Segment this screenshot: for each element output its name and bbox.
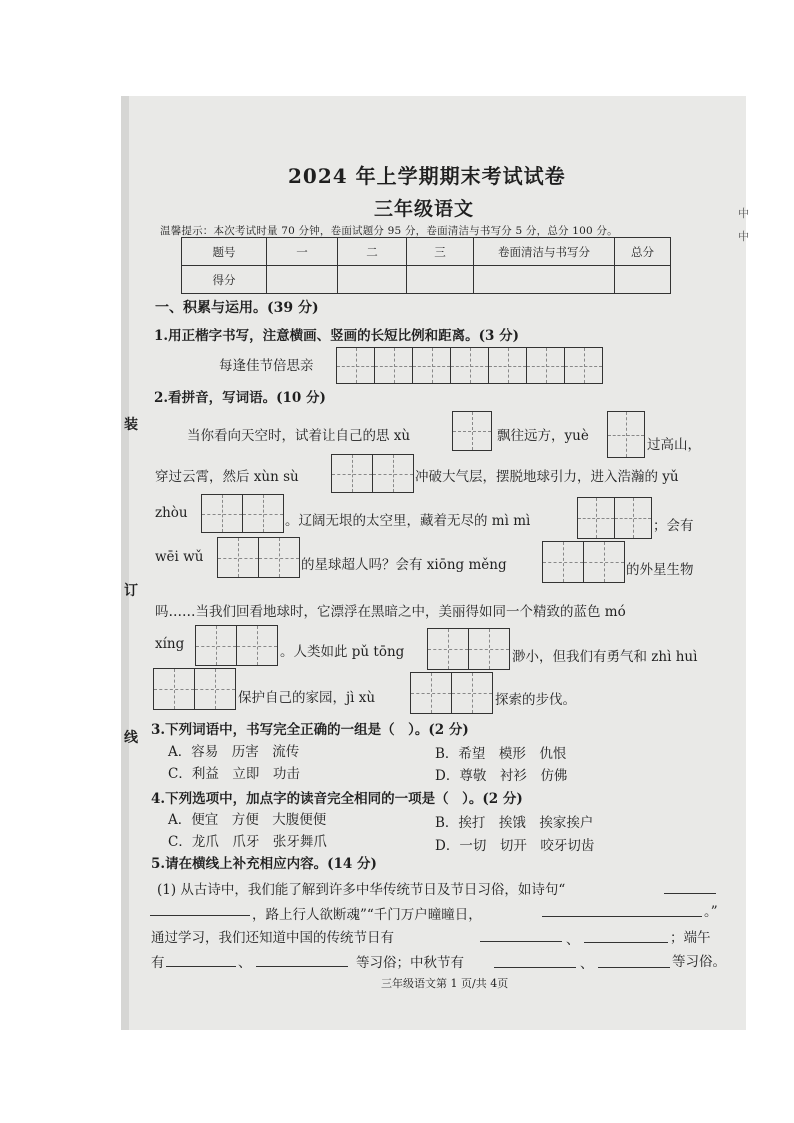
- section-title: 一、积累与运用。(39 分): [155, 300, 319, 316]
- q2-text: 飘往远方，yuè: [497, 428, 589, 444]
- exam-title: 2024 年上学期期末考试试卷: [288, 164, 566, 188]
- q5-text: 、: [580, 956, 594, 972]
- q5-text: 等习俗；中秋节有: [356, 955, 464, 971]
- score-header-cell: 二: [338, 238, 407, 266]
- grid-cell[interactable]: [565, 348, 602, 383]
- score-input-cell[interactable]: [615, 266, 671, 294]
- score-header-cell: 卷面清洁与书写分: [474, 238, 615, 266]
- pinyin-answer-grid[interactable]: [542, 541, 625, 583]
- binding-strip: [121, 96, 129, 1030]
- q2-text: 的外星生物: [626, 562, 694, 578]
- q4-option-c[interactable]: C．龙爪 爪牙 张牙舞爪: [168, 834, 327, 850]
- grid-cell[interactable]: [337, 348, 375, 383]
- q2-text: 保护自己的家园，jì xù: [238, 690, 376, 706]
- answer-blank[interactable]: [584, 942, 668, 943]
- pinyin-answer-grid[interactable]: [331, 454, 414, 493]
- pinyin-answer-grid[interactable]: [410, 672, 493, 714]
- grid-cell[interactable]: [218, 538, 259, 577]
- q4-title: 4.下列选项中，加点字的读音完全相同的一项是（ ）。(2 分): [151, 791, 523, 807]
- edge-char: 中: [738, 230, 749, 243]
- q2-text: wēi wǔ: [155, 549, 204, 565]
- score-input-cell[interactable]: [338, 266, 407, 294]
- grid-cell[interactable]: [373, 455, 413, 492]
- q5-text: 等习俗。: [672, 954, 726, 970]
- grid-cell[interactable]: [615, 498, 651, 538]
- answer-blank[interactable]: [494, 967, 576, 968]
- exam-subtitle: 三年级语文: [374, 198, 475, 220]
- pinyin-answer-grid[interactable]: [452, 411, 492, 451]
- q5-text: 。”: [704, 904, 718, 920]
- q3-option-b[interactable]: B．希望 模形 仇恨: [435, 746, 567, 762]
- answer-blank[interactable]: [480, 941, 562, 942]
- grid-cell[interactable]: [608, 412, 644, 457]
- answer-blank[interactable]: [598, 967, 670, 968]
- answer-blank[interactable]: [664, 893, 716, 894]
- grid-cell[interactable]: [451, 348, 489, 383]
- grid-cell[interactable]: [527, 348, 565, 383]
- score-header-cell: 题号: [182, 238, 267, 266]
- q3-title: 3.下列词语中，书写完全正确的一组是（ ）。(2 分): [151, 722, 469, 738]
- grid-cell[interactable]: [584, 542, 624, 582]
- pinyin-answer-grid[interactable]: [577, 497, 652, 539]
- grid-cell[interactable]: [543, 542, 584, 582]
- score-header-cell: 一: [267, 238, 338, 266]
- q2-text: xíng: [155, 636, 185, 652]
- q2-text: 。人类如此 pǔ tōng: [280, 644, 405, 660]
- binding-char-xian: 线: [124, 730, 138, 746]
- q4-option-a[interactable]: A．便宜 方便 大腹便便: [168, 812, 327, 828]
- q2-text: zhòu: [155, 505, 188, 521]
- q2-text: 当你看向天空时，试着让自己的思 xù: [187, 428, 411, 444]
- q5-text: (1) 从古诗中，我们能了解到许多中华传统节日及节日习俗，如诗句“: [157, 882, 566, 898]
- grid-cell[interactable]: [154, 669, 195, 709]
- binding-char-zhuang: 装: [124, 417, 138, 433]
- pinyin-answer-grid[interactable]: [217, 537, 300, 578]
- q2-text: 渺小，但我们有勇气和 zhì huì: [512, 649, 698, 665]
- pinyin-answer-grid[interactable]: [607, 411, 645, 458]
- score-header-cell: 总分: [615, 238, 671, 266]
- q5-text: 有: [151, 955, 165, 971]
- answer-blank[interactable]: [150, 915, 250, 916]
- grid-cell[interactable]: [259, 538, 299, 577]
- edge-char: 中: [738, 207, 749, 220]
- page-footer: 三年级语文第 1 页/共 4页: [381, 977, 509, 990]
- q2-text: 穿过云霄，然后 xùn sù: [155, 469, 299, 485]
- q5-title: 5.请在横线上补充相应内容。(14 分): [151, 856, 377, 872]
- grid-cell[interactable]: [452, 673, 492, 713]
- grid-cell[interactable]: [578, 498, 615, 538]
- binding-char-ding: 订: [124, 583, 138, 599]
- q4-option-d[interactable]: D．一切 切开 咬牙切齿: [435, 838, 595, 854]
- q2-text: 探索的步伐。: [495, 692, 576, 708]
- grid-cell[interactable]: [237, 626, 277, 665]
- score-table-score-row: [182, 266, 671, 294]
- q2-title: 2.看拼音，写词语。(10 分): [154, 390, 326, 406]
- score-input-cell[interactable]: [267, 266, 338, 294]
- grid-cell[interactable]: [375, 348, 413, 383]
- answer-blank[interactable]: [166, 966, 236, 967]
- score-table-header-row: [182, 238, 671, 266]
- pinyin-answer-grid[interactable]: [427, 628, 510, 670]
- score-header-cell: 三: [407, 238, 474, 266]
- q2-text: 。辽阔无垠的太空里，藏着无尽的 mì mì: [285, 513, 531, 529]
- q1-poem: 每逢佳节倍思亲: [219, 358, 314, 374]
- answer-blank[interactable]: [542, 916, 702, 917]
- score-table: [181, 237, 671, 294]
- q3-option-c[interactable]: C．利益 立即 功击: [168, 766, 300, 782]
- score-row-label: 得分: [182, 266, 267, 294]
- q3-option-d[interactable]: D．尊敬 衬衫 仿佛: [435, 768, 568, 784]
- grid-cell[interactable]: [195, 669, 235, 709]
- grid-cell[interactable]: [453, 412, 491, 450]
- grid-cell[interactable]: [332, 455, 373, 492]
- q5-text: ；端午: [670, 930, 711, 946]
- grid-cell[interactable]: [202, 495, 243, 532]
- answer-blank[interactable]: [256, 966, 348, 967]
- q3-option-a[interactable]: A．容易 历害 流传: [168, 744, 300, 760]
- grid-cell[interactable]: [469, 629, 509, 669]
- q2-text: ；会有: [653, 518, 694, 534]
- q5-text: 通过学习，我们还知道中国的传统节日有: [151, 930, 394, 946]
- q1-title: 1.用正楷字书写，注意横画、竖画的长短比例和距离。(3 分): [154, 328, 519, 344]
- q5-text: 、: [566, 932, 580, 948]
- exam-hint: 温馨提示：本次考试时量 70 分钟，卷面试题分 95 分，卷面清洁与书写分 5 分，总分 100 分。: [160, 225, 618, 237]
- grid-cell[interactable]: [428, 629, 469, 669]
- q4-option-b[interactable]: B．挨打 挨饿 挨家挨户: [435, 815, 594, 831]
- grid-cell[interactable]: [411, 673, 452, 713]
- pinyin-answer-grid[interactable]: [201, 494, 284, 533]
- grid-cell[interactable]: [243, 495, 283, 532]
- q5-text: 、: [238, 955, 252, 971]
- q2-text: 的星球超人吗？会有 xiōng měng: [301, 557, 507, 573]
- score-input-cell[interactable]: [407, 266, 474, 294]
- grid-cell[interactable]: [413, 348, 451, 383]
- q2-text: 吗……当我们回看地球时，它漂浮在黑暗之中，美丽得如同一个精致的蓝色 mó: [155, 604, 626, 620]
- q1-writing-grid[interactable]: [336, 347, 603, 384]
- grid-cell[interactable]: [196, 626, 237, 665]
- q2-text: 冲破大气层，摆脱地球引力，进入浩瀚的 yǔ: [415, 469, 679, 485]
- q2-text: 过高山，: [647, 437, 701, 453]
- grid-cell[interactable]: [489, 348, 527, 383]
- q5-text: ，路上行人欲断魂”“千门万户曈曈日，: [252, 907, 482, 923]
- pinyin-answer-grid[interactable]: [195, 625, 278, 666]
- pinyin-answer-grid[interactable]: [153, 668, 236, 710]
- score-input-cell[interactable]: [474, 266, 615, 294]
